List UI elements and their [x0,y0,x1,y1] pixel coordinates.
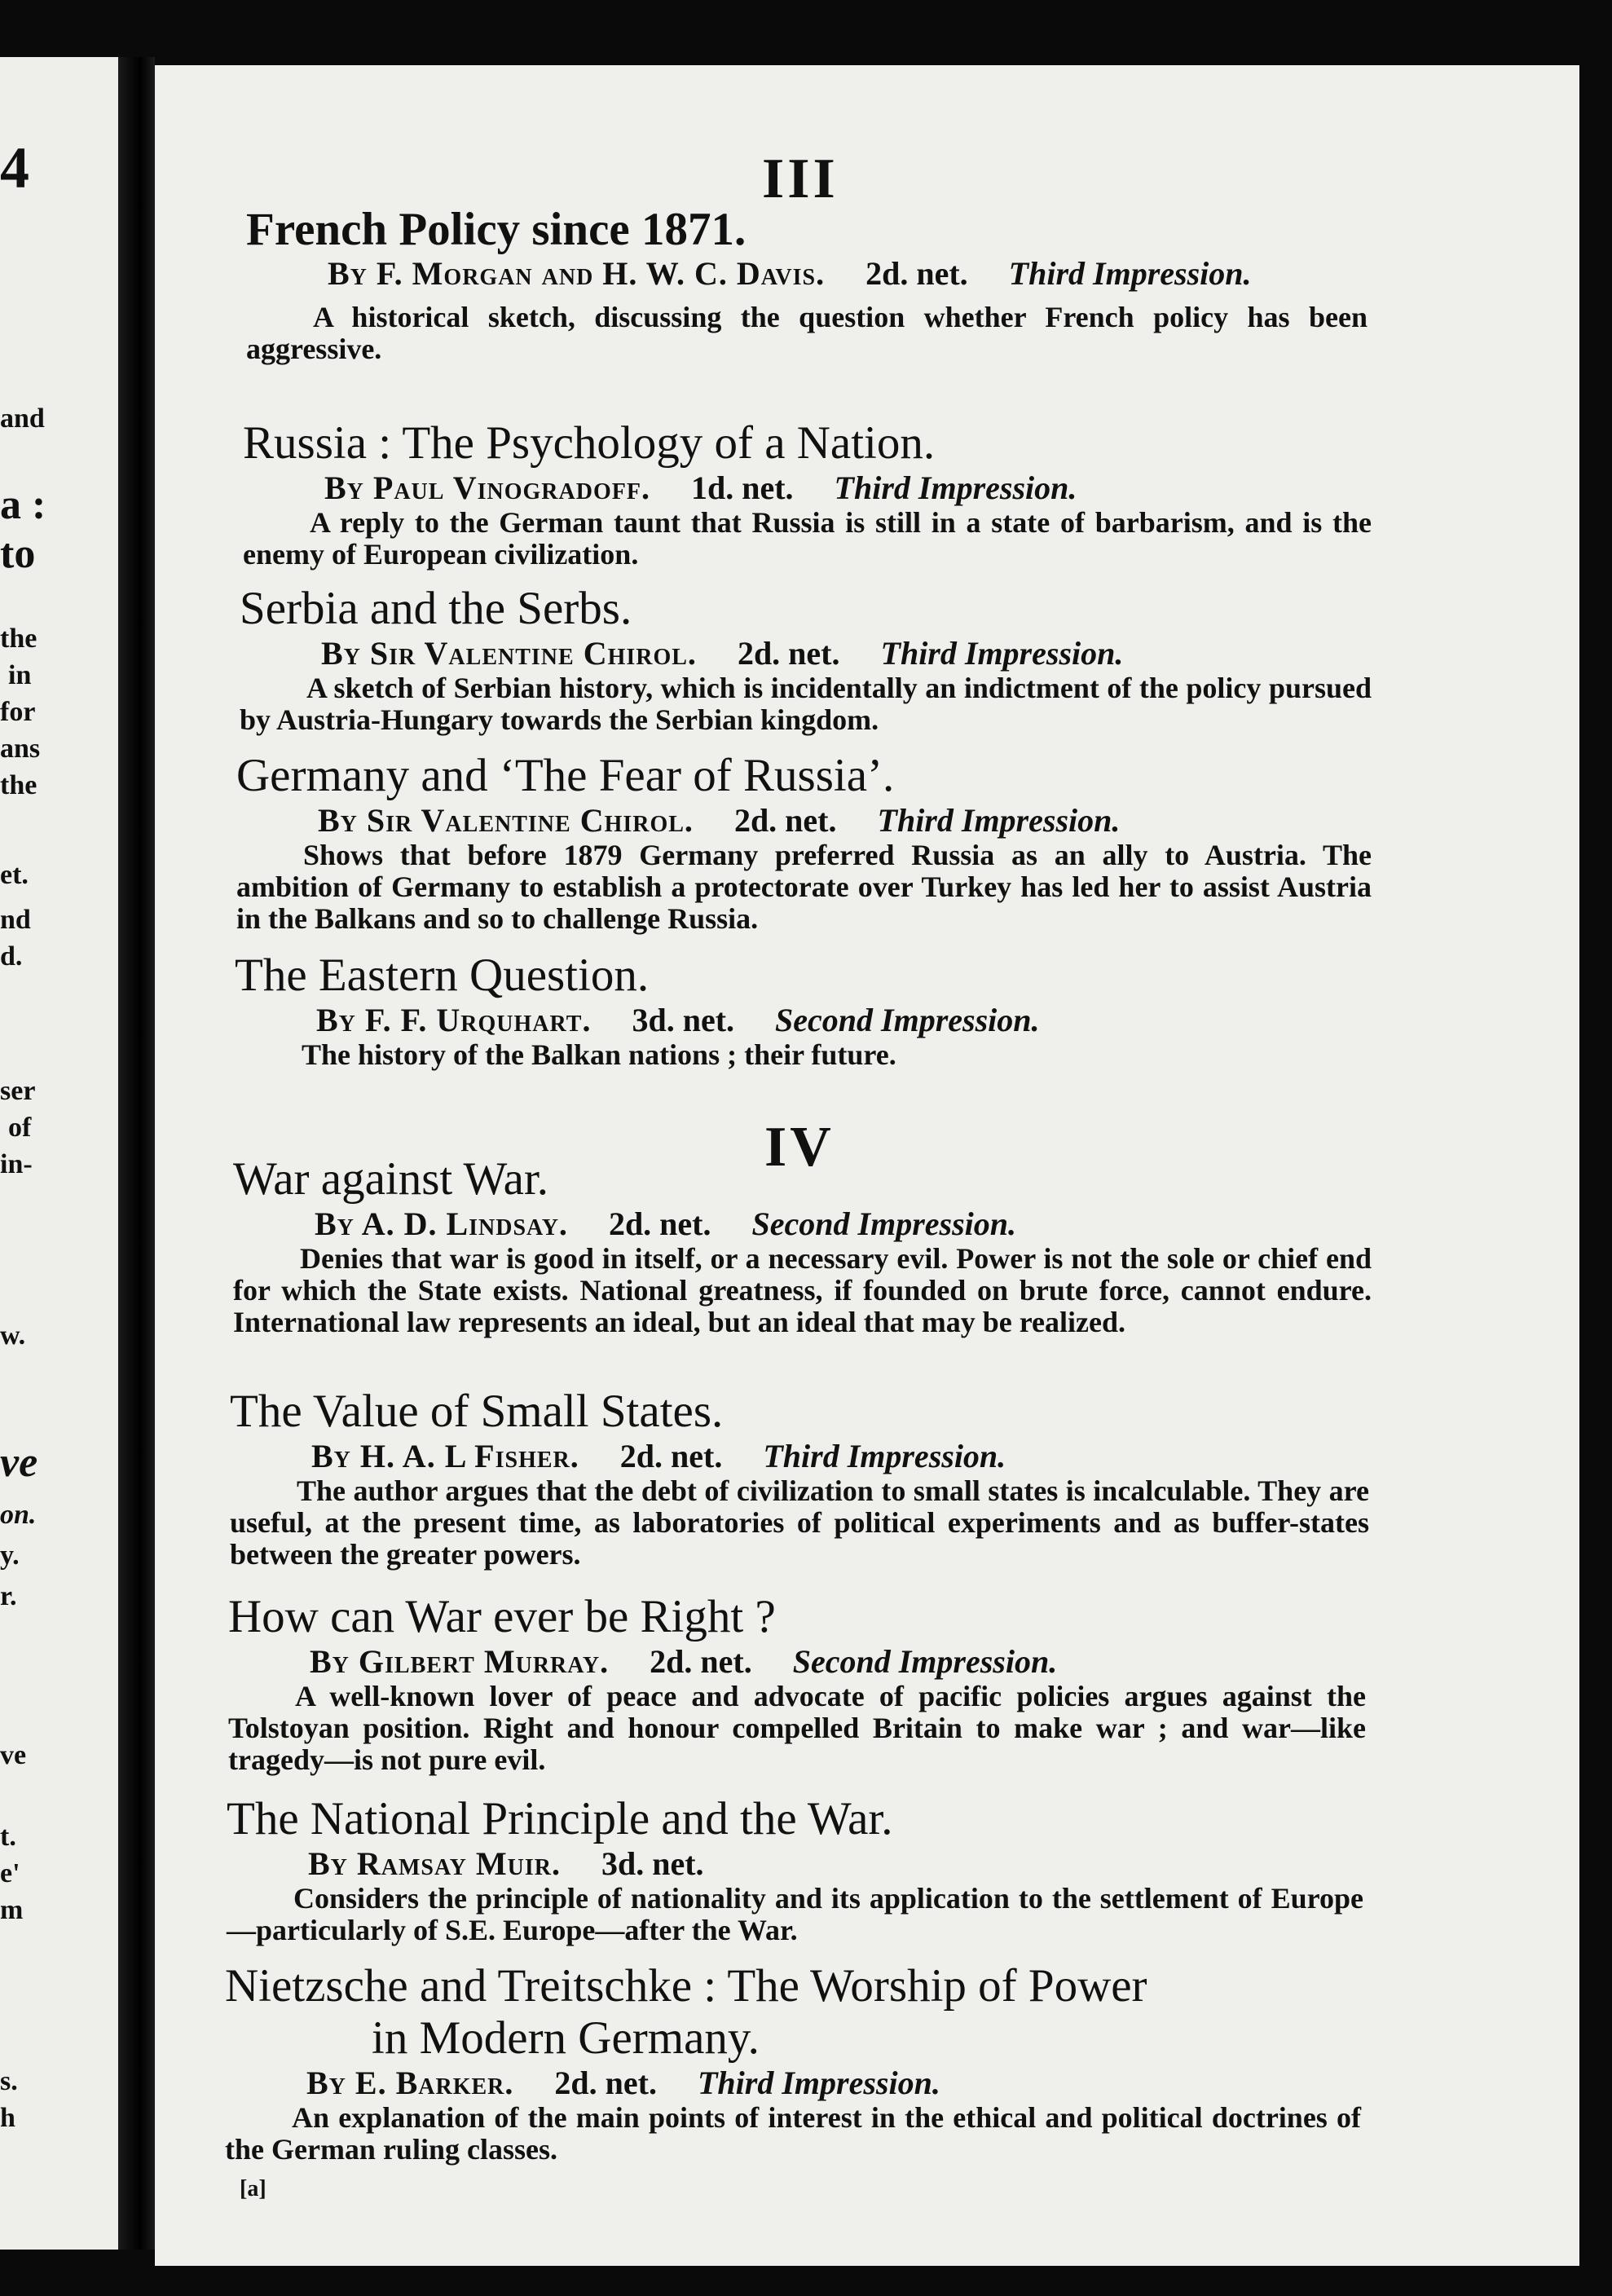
entry-price: 1d. net. [690,469,794,506]
text-fragment: m [0,1895,24,1925]
entry-title-continuation: in Modern Germany. [372,2012,760,2064]
page-number-fragment: 4 [0,135,29,201]
text-fragment: ve [0,1439,38,1486]
text-fragment: on. [0,1500,37,1530]
signature-mark: [a] [240,2176,266,2201]
entry-title: The National Principle and the War. [227,1793,893,1844]
entry-title: The Eastern Question. [235,950,650,1001]
entry-impression: Third Impression. [880,635,1124,672]
entry-author: By Paul Vinogradoff. [324,469,650,506]
text-fragment: for [0,697,36,727]
entry-author: By Gilbert Murray. [310,1643,610,1680]
entry-description: Shows that before 1879 Germany preferred Russia as an ally to Austria. The ambition of Germany to establish a protectorate over Turkey has led her to assist Austria in the Balkans and so to challenge Russia. [236,839,1372,935]
entry-title: French Policy since 1871. [246,204,747,255]
entry-title-line: Nietzsche and Treitschke : The Worship of Power [225,1960,1147,2012]
catalogue-entry [230,1386,1369,1571]
adjacent-page-fragment [0,57,118,2250]
entry-author: By E. Barker. [306,2065,514,2101]
entry-byline [240,635,1372,672]
text-fragment: d. [0,941,23,972]
entry-author: By H. A. L Fisher. [311,1438,579,1474]
section-numeral: III [762,148,839,210]
entry-byline [230,1438,1369,1475]
entry-impression: Third Impression. [697,2065,940,2101]
entry-author: By F. F. Urquhart. [316,1002,592,1038]
catalogue-entry [228,1591,1366,1776]
text-fragment: to [0,531,36,577]
entry-description: A reply to the German taunt that Russia is still in a state of barbarism, and is the enemy of European civilization. [243,506,1372,571]
entry-description: Denies that war is good in itself, or a necessary evil. Power is not the sole or chief end for which the State exists. National greatness, if founded on brute force, cannot endure. International law represents an ideal, but an ideal that may be realized. [233,1242,1372,1338]
text-fragment: r. [0,1581,17,1611]
entry-description: A historical sketch, discussing the question whether French policy has been aggressive. [246,301,1368,365]
entry-byline [235,1002,1372,1039]
entry-author: By Sir Valentine Chirol. [321,635,697,672]
catalogue-entry [233,1153,1372,1338]
entry-impression: Third Impression. [834,469,1077,506]
book-gutter [118,57,155,2250]
text-fragment: the [0,624,37,654]
entry-byline [227,1845,1363,1883]
text-fragment: t. [0,1822,16,1852]
entry-impression: Third Impression. [763,1438,1006,1474]
entry-description: An explanation of the main points of interest in the ethical and political doctrines of the German ruling classes. [225,2101,1361,2166]
text-fragment: ser [0,1076,36,1106]
entry-title: Russia : The Psychology of a Nation. [243,417,936,469]
entry-title: How can War ever be Right ? [228,1591,776,1642]
entry-description: A well-known lover of peace and advocate of pacific policies argues against the Tolstoyan position. Right and honour compelled Britain to make war ; and war—like tragedy—is not pure evil. [228,1680,1366,1776]
entry-byline [228,1643,1366,1681]
catalogue-entry [240,583,1372,736]
text-fragment: of [8,1113,32,1143]
section-numeral: IV [764,1116,835,1179]
entry-price: 2d. net. [737,635,840,672]
catalogue-entry [235,950,1372,1071]
text-fragment: nd [0,905,31,935]
entry-byline [246,256,1368,292]
entry-price: 2d. net. [733,802,837,839]
entry-impression: Second Impression. [751,1205,1017,1242]
catalogue-page [155,65,1579,2266]
text-fragment: s. [0,2066,18,2096]
text-fragment: in- [0,1149,33,1179]
entry-byline [225,2065,1361,2102]
entry-byline [233,1205,1372,1243]
entry-title: Germany and ‘The Fear of Russia’. [236,750,895,801]
entry-title: The Value of Small States. [230,1386,724,1437]
text-fragment: et. [0,860,29,890]
entry-description: A sketch of Serbian history, which is incidentally an indictment of the policy pursued by Austria-Hungary towards the Serbian kingdom. [240,672,1372,736]
entry-author: By F. Morgan and H. W. C. Davis. [328,255,826,292]
entry-price: 2d. net. [650,1643,752,1680]
catalogue-entry [225,1960,1361,2166]
text-fragment: y. [0,1540,20,1571]
entry-price: 2d. net. [608,1205,711,1242]
entry-byline [243,469,1372,507]
entry-price: 2d. net. [865,255,968,292]
entry-price: 3d. net. [632,1002,735,1038]
text-fragment: ve [0,1740,27,1770]
catalogue-entry [236,750,1372,935]
text-fragment: w. [0,1320,26,1351]
entry-impression: Third Impression. [877,802,1121,839]
text-fragment: in [8,660,32,690]
entry-title: War against War. [233,1153,549,1205]
entry-title [225,1960,1361,2065]
entry-author: By Sir Valentine Chirol. [318,802,694,839]
entry-description: The author argues that the debt of civilization to small states is incalculable. They are useful, at the present time, as laboratories of political experiments and as buffer-states between the greater powers. [230,1474,1369,1571]
text-fragment: h [0,2103,15,2133]
text-fragment: the [0,770,37,800]
entry-impression: Second Impression. [775,1002,1040,1038]
entry-title: Serbia and the Serbs. [240,583,632,634]
entry-price: 2d. net. [554,2065,657,2101]
entry-byline [236,802,1372,840]
entry-price: 3d. net. [601,1845,704,1882]
catalogue-entry [227,1793,1363,1946]
catalogue-entry [243,417,1372,571]
entry-author: By Ramsay Muir. [308,1845,561,1882]
text-fragment: ans [0,734,41,764]
text-fragment: a : [0,482,46,528]
entry-description: Considers the principle of nationality and its application to the settlement of Europe—particularly of S.E. Europe—after the War. [227,1882,1363,1946]
text-fragment: and [0,403,45,434]
entry-impression: Third Impression. [1008,255,1252,292]
entry-author: By A. D. Lindsay. [315,1205,568,1242]
entry-description: The history of the Balkan nations ; their future. [302,1038,896,1071]
text-fragment: e' [0,1858,20,1888]
entry-impression: Second Impression. [792,1643,1058,1680]
entry-price: 2d. net. [619,1438,723,1474]
catalogue-entry [246,204,1368,365]
